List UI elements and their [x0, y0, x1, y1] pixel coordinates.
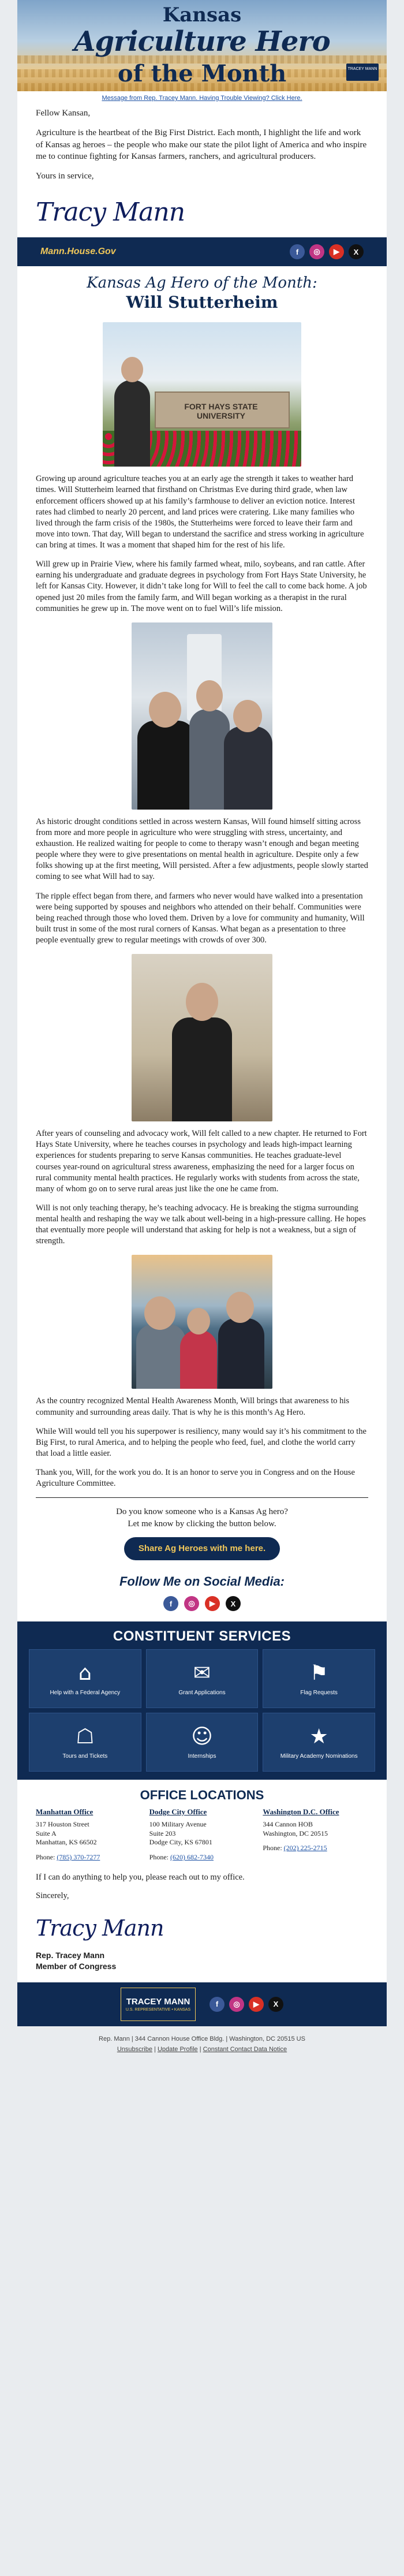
youtube-icon[interactable]: ▶ — [329, 244, 344, 259]
service-grant-applications[interactable] — [146, 1649, 259, 1708]
facebook-icon[interactable]: f — [290, 244, 305, 259]
feature-kicker: Kansas Ag Hero of the Month: — [87, 274, 317, 292]
services-grid — [29, 1649, 375, 1772]
photo-family — [132, 1255, 272, 1389]
office-name-link[interactable]: Dodge City Office — [149, 1807, 207, 1817]
share-ag-heroes-button[interactable]: Share Ag Heroes with me here. — [124, 1537, 280, 1560]
banner-title-line2: Agriculture Hero — [74, 25, 330, 58]
cta-text — [17, 1506, 387, 1530]
service-label: Help with a Federal Agency — [50, 1689, 121, 1696]
follow-title: Follow Me on Social Media: — [119, 1574, 285, 1589]
unsubscribe-link[interactable]: Unsubscribe — [117, 2045, 152, 2053]
person-icon: ☺ — [191, 1724, 213, 1749]
star-icon: ★ — [309, 1724, 328, 1749]
person-figure — [224, 726, 272, 810]
closing-signature: Tracy Mann — [36, 1915, 164, 1941]
phone-number-link[interactable]: (202) 225-2715 — [283, 1844, 327, 1852]
office-address: Washington, DC 20515 — [263, 1829, 328, 1837]
office-locations — [17, 1807, 387, 1862]
youtube-icon[interactable]: ▶ — [249, 1997, 264, 2012]
closing-sincerely: Sincerely, — [36, 1891, 69, 1900]
cta-line1: Do you know someone who is a Kansas Ag hero? — [116, 1507, 288, 1517]
story-paragraph: While Will would tell you his superpower is resiliency, many would say it’s his commitment to the Big First, to rural America, and to helping the people who feed, fuel, and clothe the world carry that load a little easier. — [36, 1426, 366, 1458]
person-head — [233, 700, 262, 732]
footer-logo-name: TRACEY MANN — [126, 1996, 190, 2007]
facebook-icon[interactable]: f — [163, 1596, 178, 1611]
office-address: Suite A — [36, 1829, 57, 1837]
person-figure — [137, 721, 195, 810]
section-divider — [36, 1497, 368, 1498]
phone-label: Phone: — [149, 1853, 169, 1862]
office-phone — [149, 1853, 255, 1862]
x-icon[interactable]: X — [349, 244, 364, 259]
story-block-2 — [17, 817, 387, 946]
service-label: Flag Requests — [300, 1689, 338, 1696]
story-block-3 — [17, 1128, 387, 1247]
closing-section — [17, 1862, 387, 1902]
person-head — [187, 1308, 210, 1334]
story-block-1 — [17, 474, 387, 614]
story-paragraph: After years of counseling and advocacy work, Will felt called to a new chapter. He returned to Fort Hays State University, where he teaches courses in psychology and leads high-impact learning experiences for students preparing to serve Kansas communities. He teaches graduate-level courses year-round on agricultural stress awareness, emphasizing the need for a larger focus on rural community mental health practices. He regularly works with students from across the state, many of whom go on to serve rural areas just like the one he came from. — [36, 1129, 367, 1194]
youtube-icon[interactable]: ▶ — [205, 1596, 220, 1611]
email-container — [17, 0, 387, 2026]
story-paragraph: Will is not only teaching therapy, he’s teaching advocacy. He is breaking the stigma surrounding mental health and reshaping the way we talk about well-being in a high-pressure calling. He hopes that eventually more people will understand that asking for help is not a weakness, but a sign of strength. — [36, 1203, 366, 1246]
phone-number-link[interactable]: (785) 370-7277 — [57, 1853, 100, 1862]
instagram-icon[interactable]: ◎ — [309, 244, 324, 259]
instagram-icon[interactable]: ◎ — [229, 1997, 244, 2012]
banner-logo-badge: TRACEY MANN — [346, 64, 379, 81]
closing-line: If I can do anything to help you, please reach out to my office. — [36, 1873, 245, 1882]
person-figure — [172, 1017, 232, 1121]
cta-line2: Let me know by clicking the button below. — [128, 1519, 276, 1529]
website-strip — [17, 237, 387, 266]
envelope-icon: ✉ — [193, 1661, 211, 1685]
story-paragraph: Will grew up in Prairie View, where his family farmed wheat, milo, soybeans, and ran cattle. After earning his undergraduate and graduate degrees in psychology from Fort Hays State University, he left for Kansas City. However, it didn’t take long for Will to feel the call to come back home. A job opened just 20 miles from the family farm, and Will began working as a therapist in the rural communities he grew up in. The move went on to fuel Will’s life mission. — [36, 560, 367, 613]
story-paragraph: As historic drought conditions settled in across western Kansas, Will found himself sitting across from more and more people in agriculture who were struggling with stress, uncertainty, and exhaustion. He realized waiting for people to come to therapy wasn’t enough and began meeting people where they were to give presentations on mental health in agriculture. Despite only a few folks showing up at the first meeting, Will persisted. After a few adjustments, people slowly started coming to see what Will had to say. — [36, 817, 368, 882]
constituent-services — [17, 1621, 387, 1780]
view-online-link[interactable]: Message from Rep. Tracey Mann. Having Trouble Viewing? Click Here. — [102, 95, 302, 102]
office-name-link[interactable]: Manhattan Office — [36, 1807, 93, 1817]
intro-paragraph: Agriculture is the heartbeat of the Big First District. Each month, I highlight the life and work of Kansas ag heroes – the people who make our state the pilot light of America and who inspire me to continue fighting for Kansas farmers, ranchers, and agricultural producers. — [36, 128, 367, 161]
person-head — [196, 680, 223, 711]
footer-bar — [17, 1982, 387, 2026]
sign-text: FORT HAYS STATE UNIVERSITY — [184, 402, 258, 421]
office-name-link[interactable]: Washington D.C. Office — [263, 1807, 339, 1817]
office-address: 344 Cannon HOB — [263, 1820, 313, 1829]
person-head — [121, 357, 143, 382]
feature-heading — [17, 266, 387, 316]
services-title: CONSTITUENT SERVICES — [113, 1628, 291, 1645]
banner-title-line3: of the Month — [117, 60, 287, 87]
office-washington — [263, 1807, 368, 1862]
service-federal-agency[interactable] — [29, 1649, 141, 1708]
banner-title-line1: Kansas — [162, 3, 242, 27]
website-link[interactable]: Mann.House.Gov — [40, 247, 116, 257]
person-figure — [136, 1324, 186, 1389]
offices-title: OFFICE LOCATIONS — [140, 1788, 264, 1803]
service-label: Tours and Tickets — [62, 1753, 108, 1759]
footer-logo — [121, 1988, 196, 2021]
office-phone — [263, 1844, 368, 1852]
follow-social-links — [17, 1589, 387, 1621]
phone-label: Phone: — [263, 1844, 282, 1852]
footer-logo-subtitle: U.S. REPRESENTATIVE • KANSAS — [125, 2007, 191, 2012]
office-address: 100 Military Avenue — [149, 1820, 207, 1829]
story-paragraph: Thank you, Will, for the work you do. It is an honor to serve you in Congress and on the House Agriculture Committee. — [36, 1468, 355, 1489]
person-figure — [180, 1330, 217, 1389]
person-head — [149, 692, 181, 728]
story-paragraph: The ripple effect began from there, and farmers who never would have walked into a presentation were being supported by spouses and neighbors who attended on their behalf. Communities were being reached through those who loved them. Driven by a love for community and humanity, Will built trust in some of the most rural corners of Kansas. What began as a presentation to three people eventually grew to regular meetings with crowds of over 300. — [36, 891, 365, 945]
social-links — [290, 244, 364, 259]
service-military-academy[interactable] — [263, 1713, 375, 1772]
data-notice-link[interactable]: Constant Contact Data Notice — [203, 2045, 287, 2053]
signature-image: Tracy Mann — [36, 197, 185, 228]
intro-closing: Yours in service, — [36, 172, 94, 181]
instagram-icon[interactable]: ◎ — [184, 1596, 199, 1611]
footer-social-links — [210, 1997, 283, 2012]
office-address: 317 Houston Street — [36, 1820, 89, 1829]
x-icon[interactable]: X — [226, 1596, 241, 1611]
facebook-icon[interactable]: f — [210, 1997, 225, 2012]
person-head — [144, 1296, 175, 1330]
office-dodge-city — [149, 1807, 255, 1862]
legal-links: Unsubscribe | Update Profile | Constant Contact Data Notice — [117, 2045, 287, 2053]
story-paragraph: Growing up around agriculture teaches you at an early age the strength it takes to weather hard times. Will Stutterheim learned that firsthand on Christmas Eve during third grade, when law enforcement officers showed up at his family’s farmhouse to deliver an eviction notice. Interest rates had climbed to nearly 20 percent, and land prices were cratering. Like many families who lived through the farm crisis of the 1980s, the Stutterheims were forced to leave their farm and move into town. That day, Will began to understand the sacrifice and stress working in agriculture can bring at times. It was a moment that shaped him for the rest of his life. — [36, 474, 364, 550]
office-address: Suite 203 — [149, 1829, 176, 1837]
building-icon: ☖ — [76, 1724, 95, 1749]
intro-section — [17, 107, 387, 182]
office-address: Dodge City, KS 67801 — [149, 1838, 212, 1847]
flag-icon: ⚑ — [309, 1661, 328, 1685]
feature-name: Will Stutterheim — [126, 293, 278, 312]
update-profile-link[interactable]: Update Profile — [157, 2045, 198, 2053]
signer-name: Rep. Tracey Mann — [36, 1951, 105, 1960]
legal-address: Rep. Mann | 344 Cannon House Office Bldg. | Washington, DC 20515 US — [99, 2035, 305, 2042]
service-label: Internships — [188, 1753, 216, 1759]
person-head — [226, 1292, 254, 1323]
story-block-4 — [17, 1396, 387, 1489]
header-banner — [17, 0, 387, 91]
person-figure — [218, 1318, 264, 1389]
person-figure — [114, 380, 150, 467]
service-tours-tickets[interactable] — [29, 1713, 141, 1772]
x-icon[interactable]: X — [268, 1997, 283, 2012]
person-head — [186, 983, 218, 1021]
office-phone — [36, 1853, 141, 1862]
intro-greeting: Fellow Kansan, — [36, 109, 91, 118]
service-label: Grant Applications — [178, 1689, 226, 1696]
story-paragraph: As the country recognized Mental Health Awareness Month, Will brings that awareness to his community and surrounding areas daily. That is why he is this month’s Ag Hero. — [36, 1396, 350, 1417]
signer-title: Member of Congress — [36, 1962, 117, 1971]
photo-university-sign — [103, 322, 301, 467]
capitol-icon: ⌂ — [78, 1661, 92, 1685]
phone-label: Phone: — [36, 1853, 55, 1862]
office-address: Manhattan, KS 66502 — [36, 1838, 97, 1847]
photo-group-selfie — [132, 622, 272, 810]
phone-number-link[interactable]: (620) 682-7340 — [170, 1853, 214, 1862]
signer-block — [17, 1950, 387, 1982]
service-flag-requests[interactable] — [263, 1649, 375, 1708]
service-label: Military Academy Nominations — [280, 1753, 358, 1759]
service-internships[interactable] — [146, 1713, 259, 1772]
photo-portrait — [132, 954, 272, 1121]
office-manhattan — [36, 1807, 141, 1862]
